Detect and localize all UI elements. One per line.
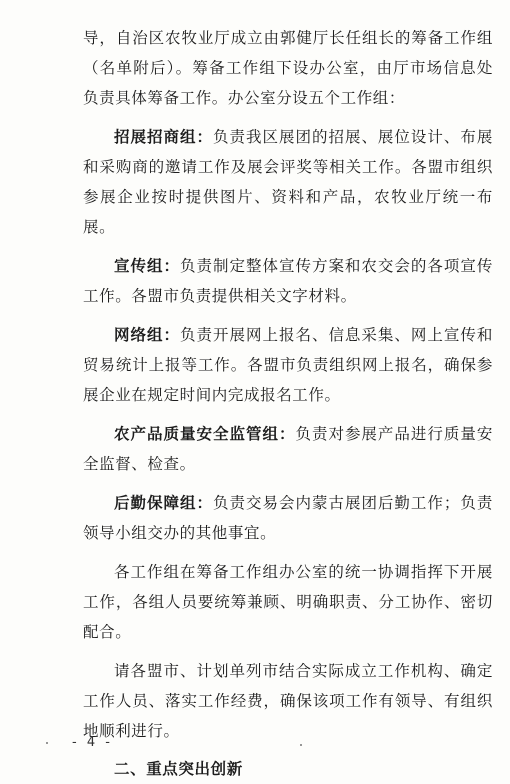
paragraph-lead: 招展招商组： (114, 127, 213, 146)
paragraph-lead: 农产品质量安全监管组： (114, 424, 296, 443)
paragraph-logistics-group (83, 488, 493, 548)
paragraph-request (83, 656, 493, 746)
paragraph-text: 负责我区展团的招展、展位设计、布展和采购商的邀请工作及展会评奖等相关工作。各盟市组织参展企业按时提供图片、资料和产品，农牧业厅统一布展。 (83, 128, 494, 236)
paragraph-text: 负责开展网上报名、信息采集、网上宣传和贸易统计上报等工作。各盟市负责组织网上报名，确保参展企业在规定时间内完成报名工作。 (83, 326, 493, 404)
document-body (83, 23, 493, 784)
paragraph-lead: 后勤保障组： (114, 493, 213, 512)
paragraph-coordination (83, 557, 493, 647)
paragraph-text: 请各盟市、计划单列市结合实际成立工作机构、确定工作人员、落实工作经费，确保该项工作有领导、有组织地顺利进行。 (83, 662, 493, 740)
paragraph-network-group (83, 320, 493, 410)
page-number: - 4 - (72, 735, 113, 750)
paragraph-lead: 宣传组： (114, 256, 180, 275)
paragraph-text: 负责制定整体宣传方案和农交会的各项宣传工作。各盟市负责提供相关文字材料。 (83, 257, 493, 305)
paragraph-lead: 网络组： (114, 325, 180, 344)
paragraph-continuation (83, 23, 493, 113)
paragraph-recruitment-group (83, 122, 493, 242)
paragraph-text: 负责交易会内蒙古展团后勤工作；负责领导小组交办的其他事宜。 (83, 494, 494, 542)
paragraph-publicity-group (83, 251, 493, 311)
paragraph-text: 各工作组在筹备工作组办公室的统一协调指挥下开展工作，各组人员要统筹兼顾、明确职责、分工协作、密切配合。 (83, 563, 493, 641)
section-heading: 二、重点突出创新 (114, 759, 243, 778)
paragraph-text: 导，自治区农牧业厅成立由郭健厅长任组长的筹备工作组（名单附后）。筹备工作组下设办公室，由厅市场信息处负责具体筹备工作。办公室分设五个工作组： (83, 29, 493, 107)
scan-speck (46, 742, 48, 744)
paragraph-text: 负责对参展产品进行质量安全监督、检查。 (83, 425, 493, 473)
scan-speck (300, 744, 302, 746)
paragraph-quality-group (83, 419, 493, 479)
